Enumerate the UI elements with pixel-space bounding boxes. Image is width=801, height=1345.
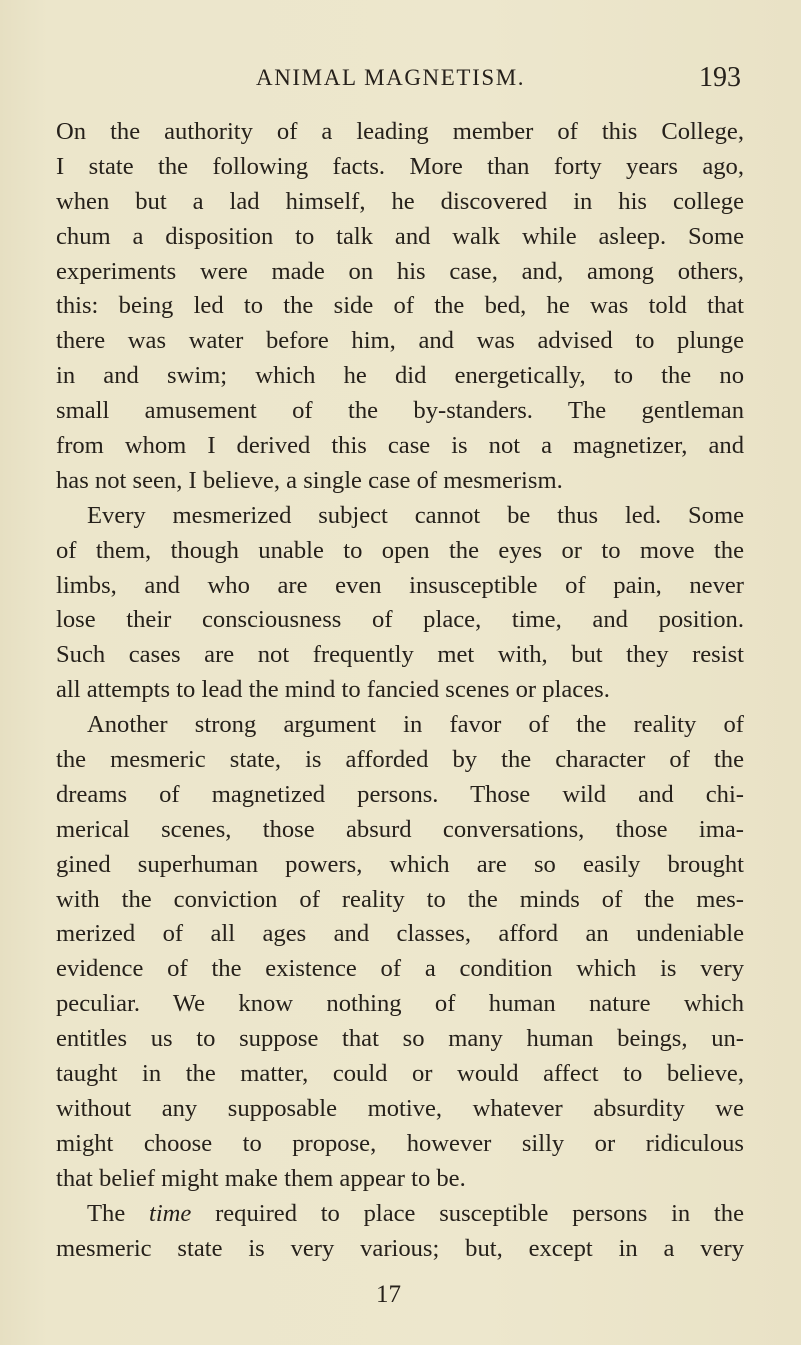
line-remainder: required to place susceptible persons in the <box>215 1199 744 1227</box>
text-line: all attempts to lead the mind to fancied scenes or places. <box>56 676 610 704</box>
signature-mark: 17 <box>376 1281 401 1308</box>
text-line: limbs, and who are even insusceptible of pain, never <box>56 571 744 599</box>
page-number: 193 <box>699 62 741 93</box>
text-line: I state the following facts. More than forty years ago, <box>56 152 744 180</box>
text-line: from whom I derived this case is not a magnetizer, and <box>56 432 744 460</box>
text-line: merical scenes, those absurd conversations, those ima- <box>56 815 744 843</box>
text-line: small amusement of the by-standers. The gentleman <box>56 397 744 425</box>
text-line: evidence of the existence of a condition which is very <box>56 955 744 983</box>
text-line: that belief might make them appear to be. <box>56 1164 466 1192</box>
text-line: the mesmeric state, is afforded by the character of the <box>56 746 744 774</box>
text-line: of them, though unable to open the eyes or to move the <box>56 536 744 564</box>
text-line: peculiar. We know nothing of human nature which <box>56 990 744 1018</box>
page-header <box>0 60 801 96</box>
text-line: when but a lad himself, he discovered in his college <box>56 187 744 215</box>
text-line: this: being led to the side of the bed, he was told that <box>56 292 744 320</box>
text-line: with the conviction of reality to the minds of the mes- <box>56 885 744 913</box>
body-text <box>56 115 744 1266</box>
text-line: has not seen, I believe, a single case of mesmerism. <box>56 466 563 494</box>
text-line: gined superhuman powers, which are so easily brought <box>56 850 744 878</box>
text-line: taught in the matter, could or would affect to believe, <box>56 1060 744 1088</box>
text-line-emphasis <box>56 1197 744 1232</box>
running-head: ANIMAL MAGNETISM. <box>256 65 526 90</box>
text-line: entitles us to suppose that so many human beings, un- <box>56 1025 744 1053</box>
text-line: without any supposable motive, whatever absurdity we <box>56 1094 744 1122</box>
text-line: there was water before him, and was advised to plunge <box>56 327 744 355</box>
text-line: lose their consciousness of place, time, and position. <box>56 606 744 634</box>
text-line: Such cases are not frequently met with, but they resist <box>56 641 744 669</box>
text-line: in and swim; which he did energetically, to the no <box>56 362 744 390</box>
signature-mark-row <box>0 1279 801 1311</box>
text-line: chum a disposition to talk and walk while asleep. Some <box>56 222 744 250</box>
lead-word: The <box>87 1199 126 1227</box>
text-line: Another strong argument in favor of the reality of <box>87 711 744 739</box>
text-line: mesmeric state is very various; but, except in a very <box>56 1234 744 1262</box>
text-line: might choose to propose, however silly or ridiculous <box>56 1129 744 1157</box>
emphasized-word: time <box>148 1199 192 1227</box>
text-line: experiments were made on his case, and, among others, <box>56 257 744 285</box>
text-line: Every mesmerized subject cannot be thus led. Some <box>87 501 744 529</box>
text-line: merized of all ages and classes, afford an undeniable <box>56 920 744 948</box>
text-line: dreams of magnetized persons. Those wild and chi- <box>56 780 744 808</box>
text-line: On the authority of a leading member of this College, <box>56 118 744 145</box>
